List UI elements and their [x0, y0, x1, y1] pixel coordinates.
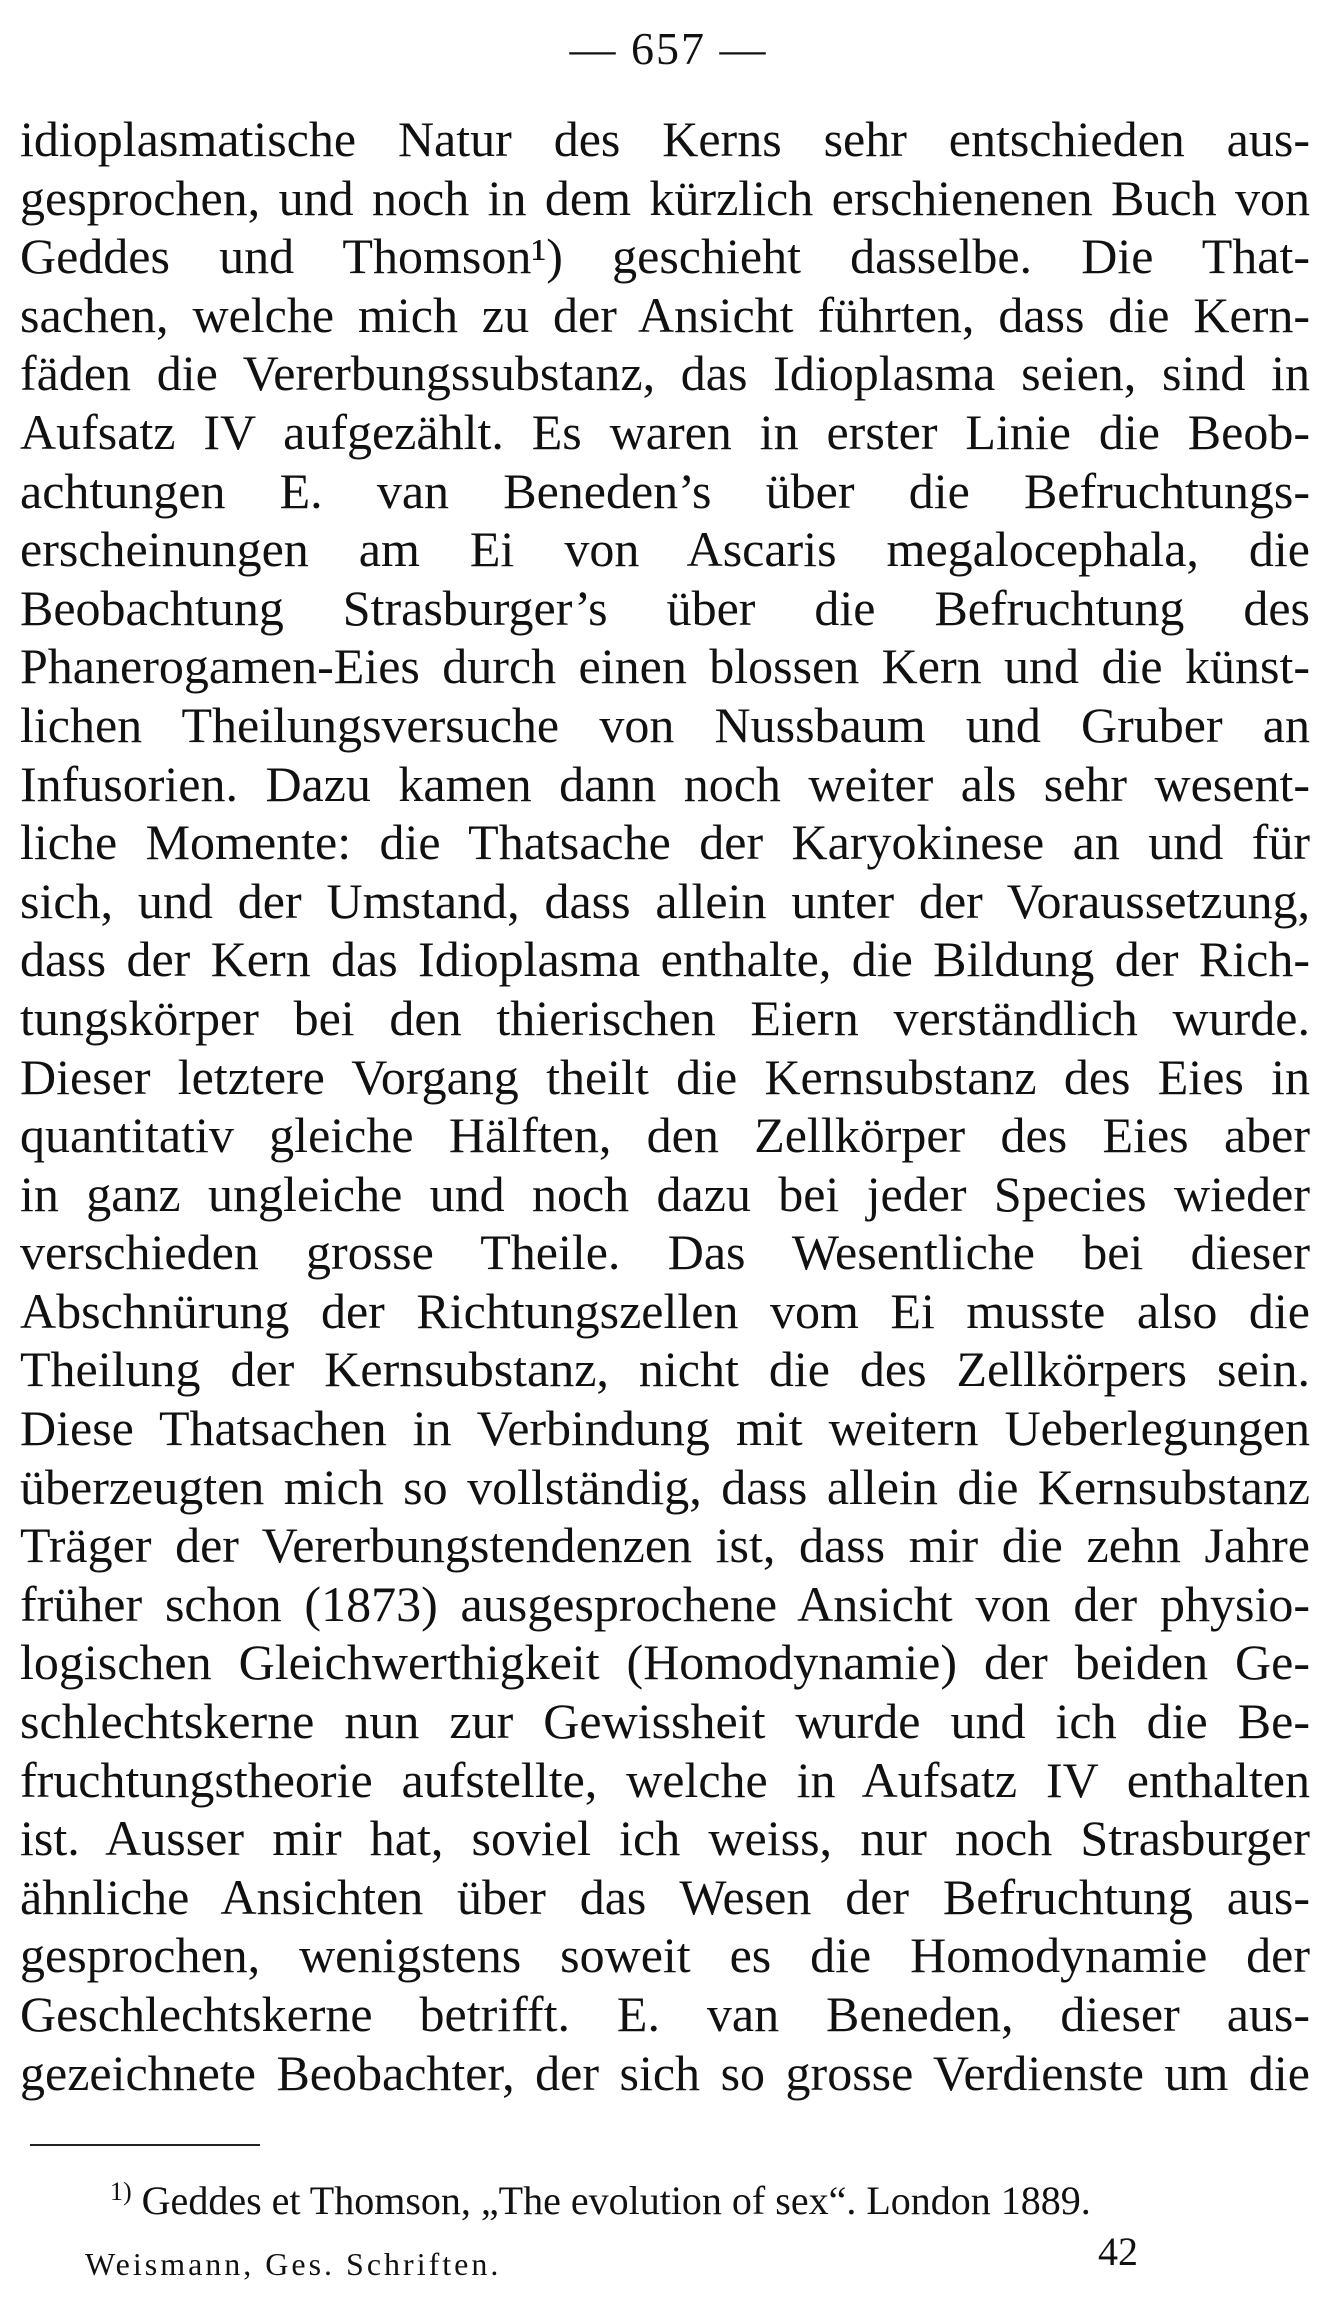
text-line: logischen Gleichwerthigkeit (Homodynamie) der beiden Ge-	[20, 1634, 1310, 1691]
text-line: sich, und der Umstand, dass allein unter der Voraussetzung,	[20, 872, 1310, 929]
text-line: ist. Ausser mir hat, soviel ich weiss, nur noch Strasburger	[20, 1810, 1310, 1867]
text-line: idioplasmatische Natur des Kerns sehr entschieden aus-	[20, 111, 1310, 167]
text-line: schlechtskerne nun zur Gewissheit wurde und ich die Be-	[20, 1693, 1310, 1750]
text-line: Theilung der Kernsubstanz, nicht die des Zellkörpers sein.	[20, 1341, 1310, 1398]
text-line: tungskörper bei den thierischen Eiern verständlich wurde.	[20, 989, 1310, 1046]
text-line: quantitativ gleiche Hälften, den Zellkörper des Eies aber	[20, 1107, 1310, 1164]
text-line: fäden die Vererbungssubstanz, das Idioplasma seien, sind in	[20, 345, 1310, 402]
text-line: ähnliche Ansichten über das Wesen der Befruchtung aus-	[20, 1868, 1310, 1925]
text-line: Aufsatz IV aufgezählt. Es waren in erster Linie die Beob-	[20, 403, 1310, 460]
signature-number: 42	[1098, 2229, 1138, 2274]
text-line: Phanerogamen-Eies durch einen blossen Kern und die künst-	[20, 638, 1310, 695]
text-line: dass der Kern das Idioplasma enthalte, die Bildung der Rich-	[20, 931, 1310, 988]
footnote	[110, 2168, 1310, 2225]
text-line: Träger der Vererbungstendenzen ist, dass mir die zehn Jahre	[20, 1517, 1310, 1574]
text-line: Beobachtung Strasburger’s über die Befruchtung des	[20, 579, 1310, 636]
text-line: gezeichnete Beobachter, der sich so grosse Verdienste um die	[20, 2044, 1310, 2101]
text-line: gesprochen, wenigstens soweit es die Homodynamie der	[20, 1927, 1310, 1984]
footnote-divider	[30, 2144, 260, 2146]
footnote-text: Geddes et Thomson, „The evolution of sex“. London 1889.	[141, 2178, 1091, 2223]
text-line: in ganz ungleiche und noch dazu bei jeder Species wieder	[20, 1165, 1310, 1222]
text-line: gesprochen, und noch in dem kürzlich erschienenen Buch von	[20, 169, 1310, 226]
text-line: liche Momente: die Thatsache der Karyokinese an und für	[20, 814, 1310, 871]
text-line: lichen Theilungsversuche von Nussbaum und Gruber an	[20, 696, 1310, 753]
text-line: Infusorien. Dazu kamen dann noch weiter als sehr wesent-	[20, 755, 1310, 812]
text-line: sachen, welche mich zu der Ansicht führten, dass die Kern-	[20, 286, 1310, 343]
body-text	[20, 110, 1310, 2102]
page-number: — 657 —	[569, 23, 768, 74]
printer-signature: Weismann, Ges. Schriften.	[85, 2246, 502, 2282]
text-line: achtungen E. van Beneden’s über die Befruchtungs-	[20, 462, 1310, 519]
text-line: überzeugten mich so vollständig, dass allein die Kernsubstanz	[20, 1458, 1310, 1515]
text-line: Dieser letztere Vorgang theilt die Kernsubstanz des Eies in	[20, 1048, 1310, 1105]
text-line: früher schon (1873) ausgesprochene Ansicht von der physio-	[20, 1575, 1310, 1632]
text-line: Geddes und Thomson¹) geschieht dasselbe. Die That-	[20, 228, 1310, 285]
footnote-marker: 1)	[110, 2177, 132, 2206]
text-line: Abschnürung der Richtungszellen vom Ei musste also die	[20, 1282, 1310, 1339]
text-line: Geschlechtskerne betrifft. E. van Beneden, dieser aus-	[20, 1986, 1310, 2042]
text-line: Diese Thatsachen in Verbindung mit weitern Ueberlegungen	[20, 1400, 1310, 1457]
text-line: fruchtungstheorie aufstellte, welche in Aufsatz IV enthalten	[20, 1751, 1310, 1808]
text-line: verschieden grosse Theile. Das Wesentliche bei dieser	[20, 1224, 1310, 1281]
text-line: erscheinungen am Ei von Ascaris megalocephala, die	[20, 521, 1310, 578]
